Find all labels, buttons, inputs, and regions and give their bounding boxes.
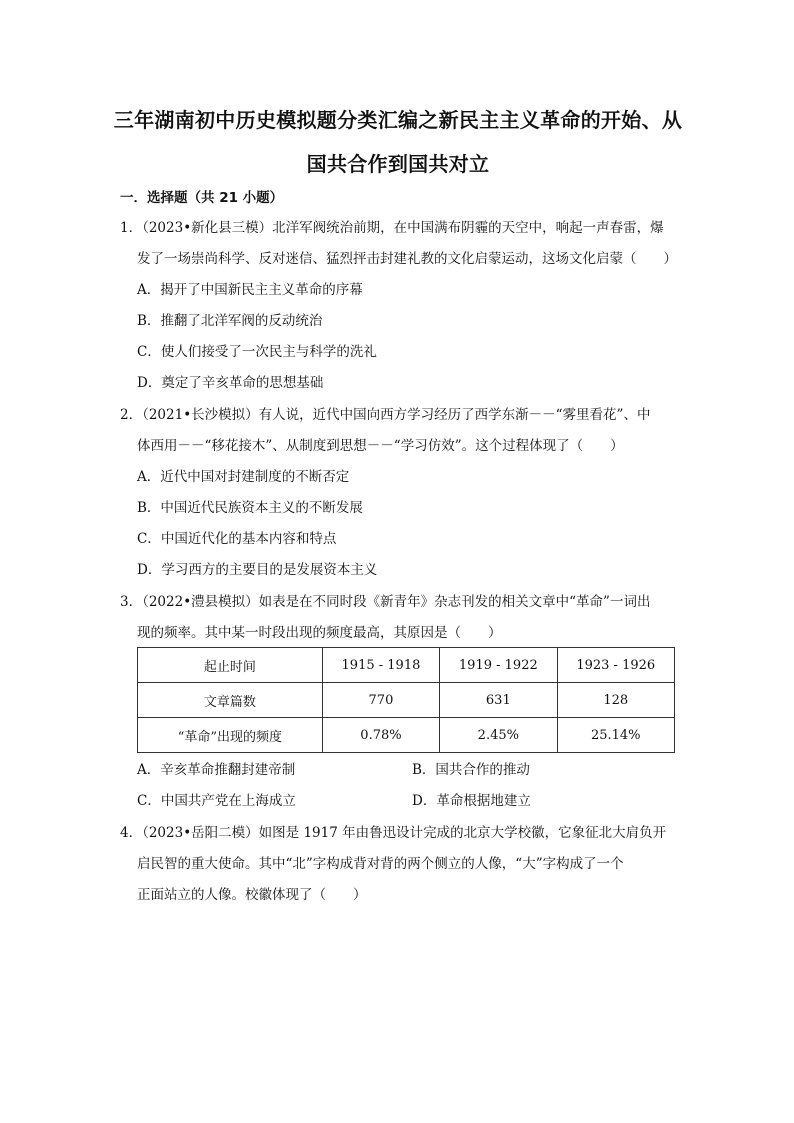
table-row <box>138 648 675 683</box>
question-2-stem-line-1: 2．（2021•长沙模拟）有人说，近代中国向西方学习经历了西学东渐－－“雾里看花”、中 <box>120 407 651 423</box>
table-cell: 1915 - 1918 <box>322 648 439 683</box>
table-cell: “革命”出现的频度 <box>138 718 323 753</box>
document-title-line-2: 国共合作到国共对立 <box>306 152 490 176</box>
question-3-table <box>137 647 675 753</box>
section-heading: 一．选择题（共 21 小题） <box>120 190 284 206</box>
table-cell: 1919 - 1922 <box>440 648 557 683</box>
table-cell: 0.78% <box>322 718 439 753</box>
table-cell: 128 <box>557 683 674 718</box>
question-1-option-b: B．推翻了北洋军阀的反动统治 <box>137 313 323 329</box>
table-row <box>138 683 675 718</box>
question-1-option-d: D．奠定了辛亥革命的思想基础 <box>137 375 324 391</box>
document-title-line-1: 三年湖南初中历史模拟题分类汇编之新民主主义革命的开始、从 <box>113 108 683 132</box>
table-cell: 文章篇数 <box>138 683 323 718</box>
question-3-option-b: B．国共合作的推动 <box>412 762 530 778</box>
question-1-stem-line-1: 1．（2023•新化县三模）北洋军阀统治前期，在中国满布阴霾的天空中，响起一声春雷，爆 <box>120 220 664 236</box>
table-row <box>138 718 675 753</box>
question-1-option-c: C．使人们接受了一次民主与科学的洗礼 <box>137 344 377 360</box>
question-1-stem-line-2: 发了一场崇尚科学、反对迷信、猛烈抨击封建礼教的文化启蒙运动，这场文化启蒙（ ） <box>137 251 677 267</box>
question-4-stem-line-3: 正面站立的人像。校徽体现了（ ） <box>137 887 367 903</box>
table-cell: 2.45% <box>440 718 557 753</box>
table-cell: 631 <box>440 683 557 718</box>
question-3-stem-line-2: 现的频率。其中某一时段出现的频度最高，其原因是（ ） <box>137 625 502 641</box>
question-2-option-d: D．学习西方的主要目的是发展资本主义 <box>137 562 378 578</box>
question-3-option-d: D．革命根据地建立 <box>412 793 531 809</box>
question-4-stem-line-2: 启民智的重大使命。其中“北”字构成背对背的两个侧立的人像，“大”字构成了一个 <box>137 856 624 872</box>
table-cell: 起止时间 <box>138 648 323 683</box>
table-cell: 1923 - 1926 <box>557 648 674 683</box>
question-3-option-a: A．辛亥革命推翻封建帝制 <box>137 762 296 778</box>
question-4-stem-line-1: 4．（2023•岳阳二模）如图是 1917 年由鲁迅设计完成的北京大学校徽，它象征北大肩负开 <box>120 825 667 841</box>
question-3-stem-line-1: 3．（2022•澧县模拟）如表是在不同时段《新青年》杂志刊发的相关文章中“革命”一词出 <box>120 594 651 610</box>
question-2-option-a: A．近代中国对封建制度的不断否定 <box>137 469 350 485</box>
question-2-option-c: C．中国近代化的基本内容和特点 <box>137 531 337 547</box>
table-cell: 770 <box>322 683 439 718</box>
question-2-option-b: B．中国近代民族资本主义的不断发展 <box>137 500 363 516</box>
question-2-stem-line-2: 体西用－－“移花接木”、从制度到思想－－“学习仿效”。这个过程体现了（ ） <box>137 438 624 454</box>
table-cell: 25.14% <box>557 718 674 753</box>
question-1-option-a: A．揭开了中国新民主主义革命的序幕 <box>137 282 363 298</box>
question-3-option-c: C．中国共产党在上海成立 <box>137 793 296 809</box>
